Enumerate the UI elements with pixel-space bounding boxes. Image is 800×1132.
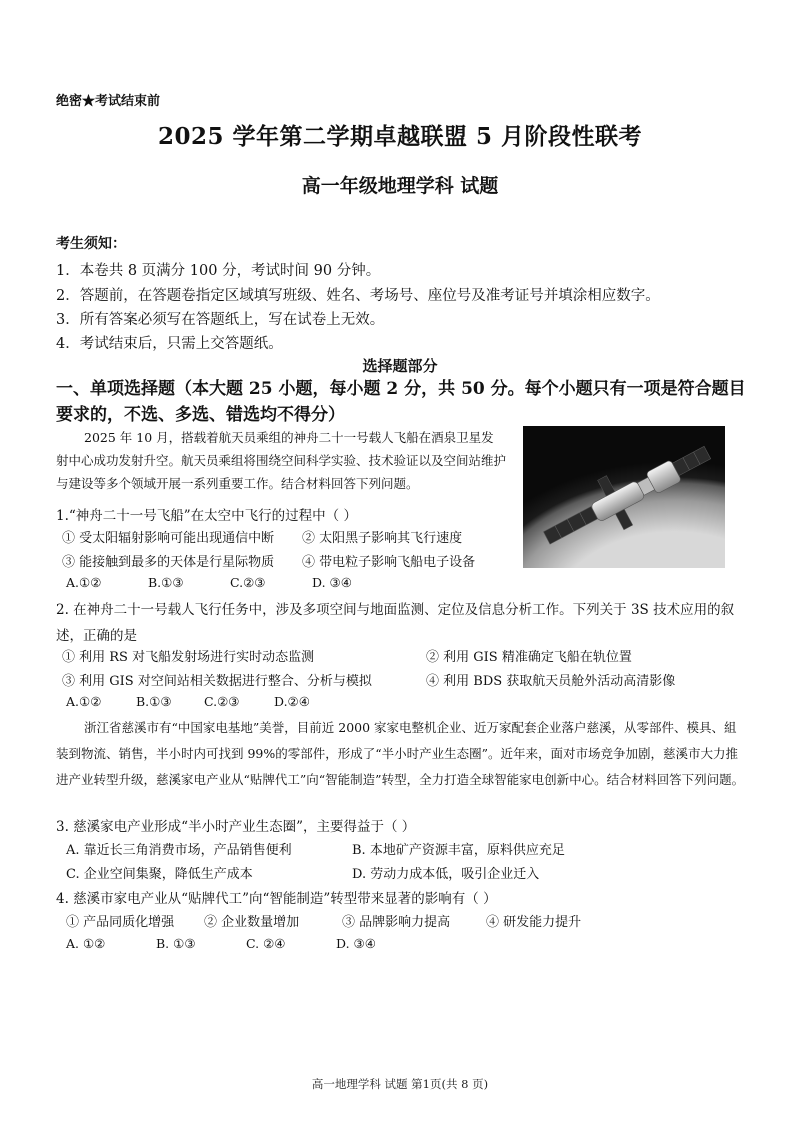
q4-option: ③ 品牌影响力提高 — [342, 915, 451, 930]
q3-option-b: B. 本地矿产资源丰富，原料供应充足 — [352, 843, 565, 858]
q3-option-c: C. 企业空间集聚，降低生产成本 — [66, 867, 253, 882]
q2-choice-c: C.②③ — [204, 694, 240, 709]
context-paragraph-2: 浙江省慈溪市有“中国家电基地”美誉，目前近 2000 家家电整机企业、近万家配套企业落户慈溪，从零部件、模具、組装到物流、销售，半小时内可找到 99%的零部件，形成了“半小时产业生态圈”。近年来，面对市场竞争加剧，慈溪市大力推进产业转型升级，慈溪家电产业从“贴牌代工”向“智能制造”转型，全力打造全球智能家电创新中心。结合材料回答下列问题。 — [56, 720, 745, 787]
confidential-label: 绝密★考试结束前 — [56, 94, 161, 109]
q2-choice-d: D.②④ — [274, 694, 310, 709]
part-title: 一、单项选择题（本大题 25 小题，每小题 2 分，共 50 分。每个小题只有一项是符合题目要求的，不选、多选、错选均不得分） — [56, 379, 746, 425]
q1-choice-c: C.②③ — [230, 575, 266, 590]
q4-choice-a: A. ①② — [66, 936, 106, 951]
exam-subtitle: 高一年级地理学科 试题 — [301, 175, 499, 197]
q2-option: ③ 利用 GIS 对空间站相关数据进行整合、分析与模拟 — [62, 674, 372, 689]
q2-option: ④ 利用 BDS 获取航天员舱外活动高清影像 — [426, 674, 676, 689]
q1-option: ④ 带电粒子影响飞船电子设备 — [302, 555, 476, 570]
section-heading: 选择题部分 — [362, 357, 438, 375]
q1-option: ② 太阳黑子影响其飞行速度 — [302, 531, 463, 546]
question-3-stem: 3. 慈溪家电产业形成“半小时产业生态圈”，主要得益于（ ） — [56, 819, 416, 835]
q4-choice-b: B. ①③ — [156, 936, 196, 951]
q1-choice-d: D. ③④ — [312, 575, 352, 590]
notice-item: 3．所有答案必须写在答题纸上，写在试卷上无效。 — [56, 312, 385, 328]
q4-choice-c: C. ②④ — [246, 936, 286, 951]
q4-choice-d: D. ③④ — [336, 936, 376, 951]
space-station-photo — [523, 426, 725, 568]
q4-option: ① 产品同质化增强 — [66, 915, 175, 930]
context-paragraph-1: 2025 年 10 月，搭载着航天员乘组的神舟二十一号载人飞船在酒泉卫星发射中心成功发射升空。航天员乘组将围绕空间科学实验、技术验证以及空间站维护与建设等多个领域开展一系列重要工作。结合材料回答下列问题。 — [56, 430, 507, 491]
q2-choice-b: B.①③ — [136, 694, 172, 709]
q2-option: ② 利用 GIS 精准确定飞船在轨位置 — [426, 650, 632, 665]
q1-choice-a: A.①② — [66, 575, 102, 590]
question-2-stem: 2. 在神舟二十一号载人飞行任务中，涉及多项空间与地面监测、定位及信息分析工作。下列关于 3S 技术应用的叙述，正确的是 — [56, 602, 735, 644]
q1-option: ③ 能接触到最多的天体是行星际物质 — [62, 555, 275, 570]
exam-title: 2025 学年第二学期卓越联盟 5 月阶段性联考 — [157, 123, 643, 150]
question-1-stem: 1.“神舟二十一号飞船”在太空中飞行的过程中（ ） — [56, 508, 357, 524]
question-4-stem: 4. 慈溪市家电产业从“贴牌代工”向“智能制造”转型带来显著的影响有（ ） — [56, 891, 497, 907]
notice-heading: 考生须知： — [56, 236, 126, 252]
q2-choice-a: A.①② — [66, 694, 102, 709]
q4-option: ② 企业数量增加 — [204, 915, 300, 930]
q3-option-a: A. 靠近长三角消费市场，产品销售便利 — [66, 843, 292, 858]
notice-item: 1．本卷共 8 页满分 100 分，考试时间 90 分钟。 — [56, 263, 381, 279]
q2-option: ① 利用 RS 对飞船发射场进行实时动态监测 — [62, 650, 315, 665]
q1-option: ① 受太阳辐射影响可能出现通信中断 — [62, 531, 275, 546]
q3-option-d: D. 劳动力成本低，吸引企业迁入 — [352, 867, 540, 882]
notice-item: 4．考试结束后，只需上交答题纸。 — [56, 336, 283, 352]
notice-item: 2．答题前，在答题卷指定区域填写班级、姓名、考场号、座位号及准考证号并填涂相应数字。 — [56, 288, 660, 304]
page-footer: 高一地理学科 试题 第1页(共 8 页) — [311, 1077, 489, 1091]
q4-option: ④ 研发能力提升 — [486, 915, 582, 930]
q1-choice-b: B.①③ — [148, 575, 184, 590]
